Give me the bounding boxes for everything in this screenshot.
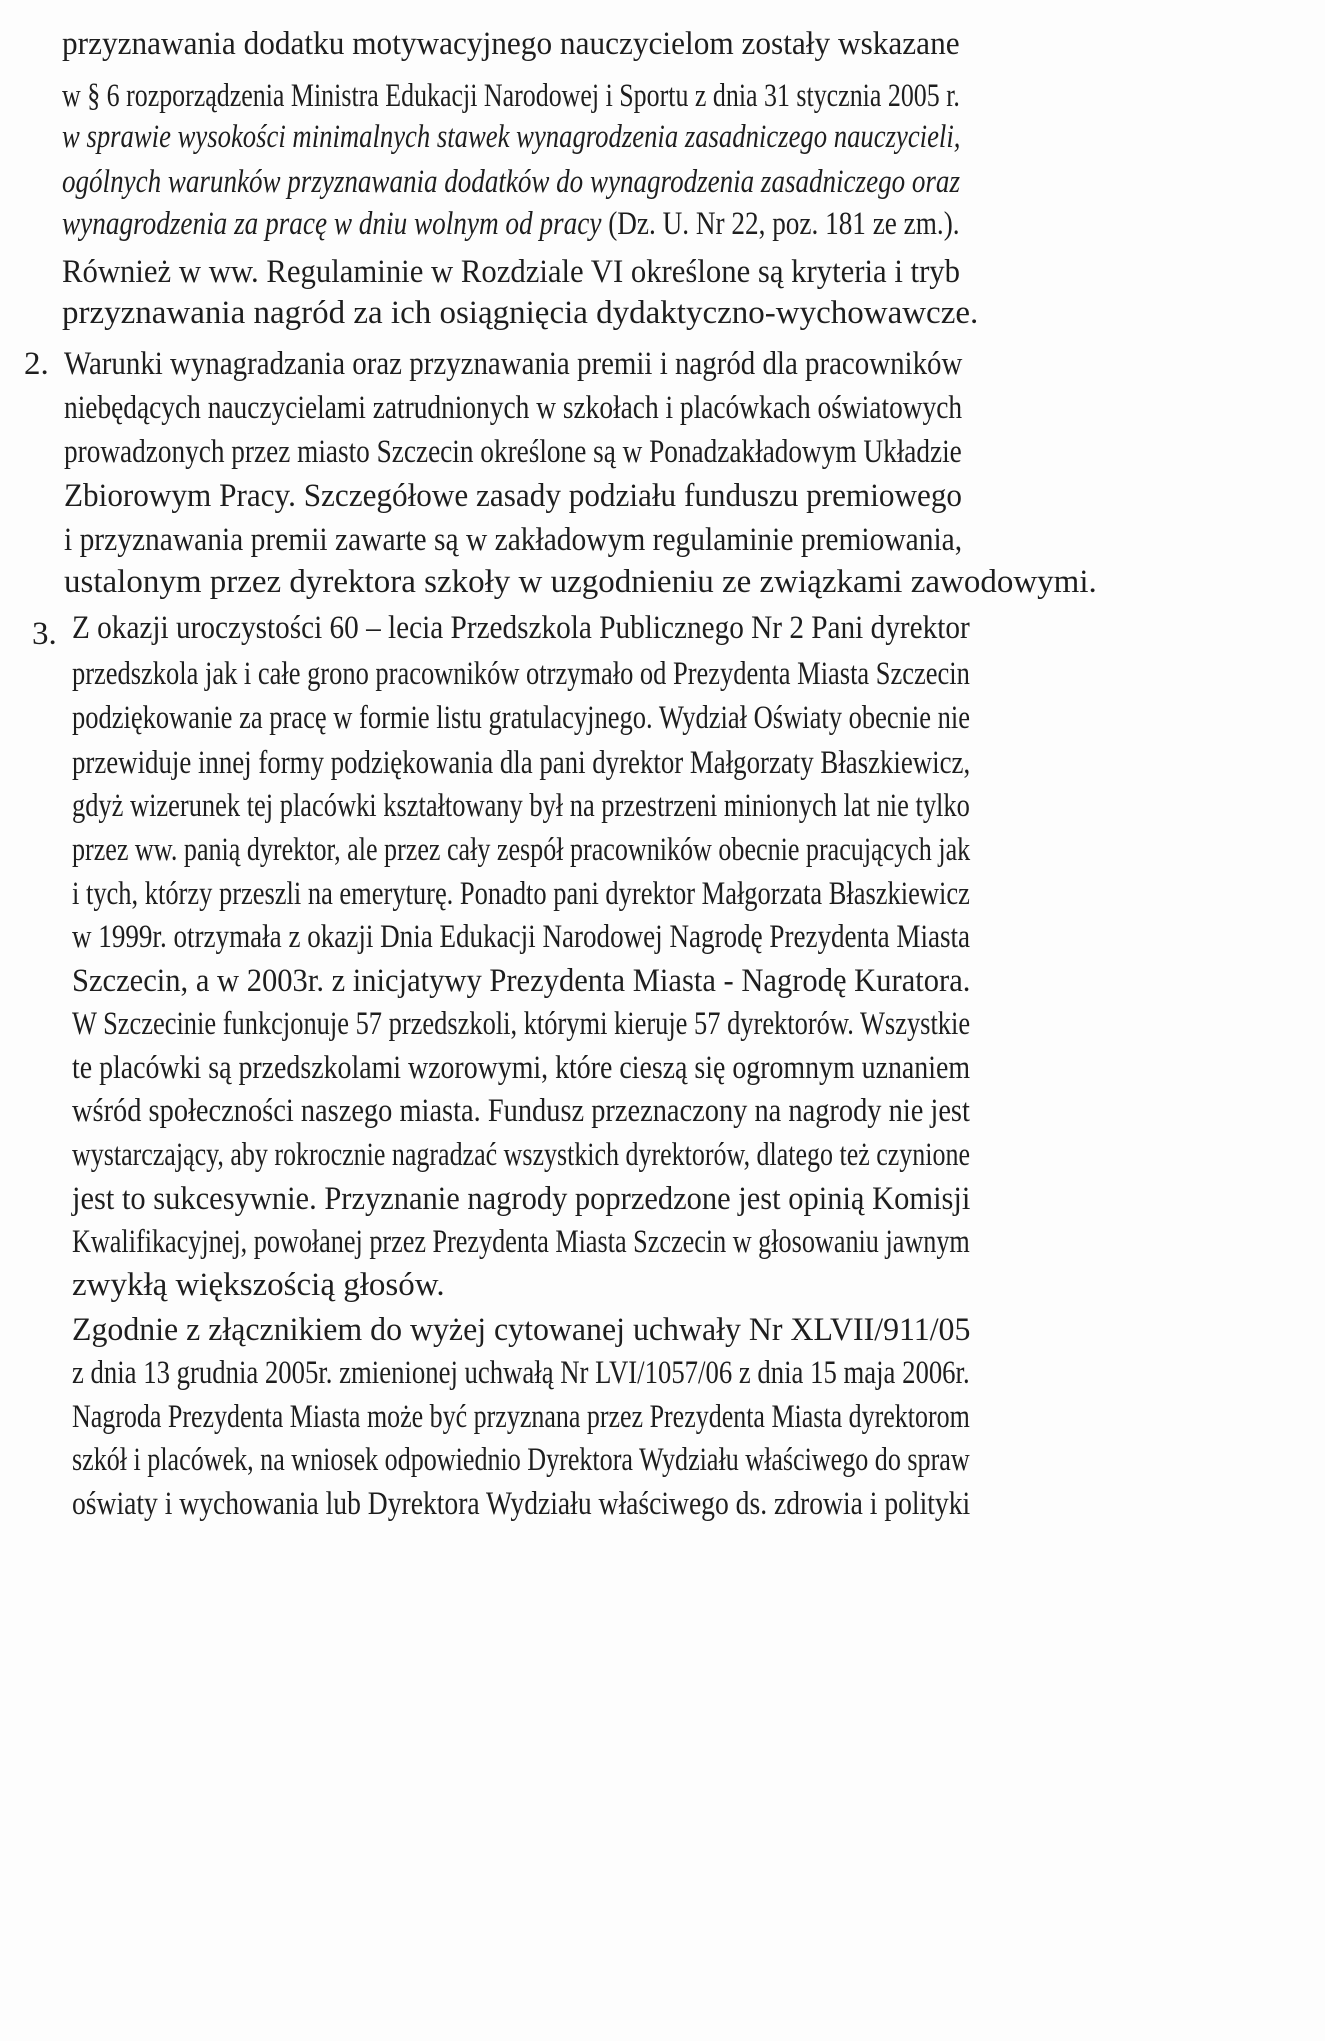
text-span: W Szczecinie funkcjonuje 57 przedszkoli, którymi kieruje 57 dyrektorów. Wszystkie xyxy=(72,1006,971,1042)
text-line xyxy=(72,1135,970,1175)
text-span: jest to sukcesywnie. Przyznanie nagrody poprzedzone jest opinią Komisji xyxy=(72,1181,971,1217)
text-line xyxy=(64,520,963,560)
text-span: niebędących nauczycielami zatrudnionych w szkołach i placówkach oświatowych xyxy=(64,390,963,426)
text-line xyxy=(64,562,1097,602)
text-line xyxy=(64,432,962,472)
text-span: w § 6 rozporządzenia Ministra Edukacji Narodowej i Sportu z dnia 31 stycznia 2005 r. xyxy=(62,78,960,114)
text-line xyxy=(62,76,960,116)
text-span: ogólnych warunków przyznawania dodatków do wynagrodzenia zasadniczego oraz xyxy=(62,164,960,200)
text-span: Kwalifikacyjnej, powołanej przez Prezydenta Miasta Szczecin w głosowaniu jawnym xyxy=(72,1224,970,1260)
text-line xyxy=(62,24,960,64)
text-line xyxy=(64,388,963,428)
text-span: przez ww. panią dyrektor, ale przez cały zespół pracowników obecnie pracujących jak xyxy=(72,832,971,868)
text-span: Zgodnie z złącznikiem do wyżej cytowanej uchwały Nr XLVII/911/05 xyxy=(72,1312,971,1348)
text-line xyxy=(72,698,971,738)
text-span: wśród społeczności naszego miasta. Fundusz przeznaczony na nagrody nie jest xyxy=(72,1093,970,1129)
text-span: przyznawania dodatku motywacyjnego nauczycielom zostały wskazane xyxy=(62,26,960,62)
text-line xyxy=(72,654,970,694)
text-line xyxy=(72,917,971,957)
text-span: wystarczający, aby rokrocznie nagradzać wszystkich dyrektorów, dlatego też czynione xyxy=(72,1137,970,1173)
text-line xyxy=(72,1397,970,1437)
text-line xyxy=(72,1484,971,1524)
text-line xyxy=(62,252,961,292)
text-span: Nagroda Prezydenta Miasta może być przyznana przez Prezydenta Miasta dyrektorom xyxy=(72,1399,970,1435)
text-span: przyznawania nagród za ich osiągnięcia dydaktyczno-wychowawcze. xyxy=(62,295,979,331)
text-line xyxy=(72,1353,970,1393)
text-line xyxy=(72,786,970,826)
text-span: zwykłą większością głosów. xyxy=(72,1267,445,1303)
text-span: oświaty i wychowania lub Dyrektora Wydziału właściwego ds. zdrowia i polityki xyxy=(72,1486,971,1522)
text-line xyxy=(72,830,971,870)
text-span: gdyż wizerunek tej placówki kształtowany był na przestrzeni minionych lat nie tylko xyxy=(72,788,970,824)
text-span: podziękowanie za pracę w formie listu gratulacyjnego. Wydział Oświaty obecnie nie xyxy=(72,700,971,736)
text-line xyxy=(72,1222,970,1262)
text-span: w sprawie wysokości minimalnych stawek wynagrodzenia zasadniczego nauczycieli, xyxy=(62,119,961,155)
text-line xyxy=(72,1310,971,1350)
text-span: Z okazji uroczystości 60 – lecia Przedszkola Publicznego Nr 2 Pani dyrektor xyxy=(72,610,970,646)
text-span: w 1999r. otrzymała z okazji Dnia Edukacji Narodowej Nagrodę Prezydenta Miasta xyxy=(72,919,971,955)
list-number: 2. xyxy=(24,346,49,382)
text-span: przedszkola jak i całe grono pracowników otrzymało od Prezydenta Miasta Szczecin xyxy=(72,656,970,692)
text-span: Szczecin, a w 2003r. z inicjatywy Prezydenta Miasta - Nagrodę Kuratora. xyxy=(72,963,971,999)
text-span: Również w ww. Regulaminie w Rozdziale VI określone są kryteria i tryb xyxy=(62,254,961,290)
text-line xyxy=(72,1265,445,1305)
text-span: prowadzonych przez miasto Szczecin określone są w Ponadzakładowym Układzie xyxy=(64,434,962,470)
text-span: ustalonym przez dyrektora szkoły w uzgodnieniu ze związkami zawodowymi. xyxy=(64,564,1097,600)
text-span: Warunki wynagradzania oraz przyznawania premii i nagród dla pracowników xyxy=(64,346,963,382)
list-number: 3. xyxy=(32,616,57,652)
text-line xyxy=(72,1091,970,1131)
text-span: i tych, którzy przeszli na emeryturę. Ponadto pani dyrektor Małgorzata Błaszkiewicz xyxy=(72,876,970,912)
text-line xyxy=(72,874,970,914)
text-line xyxy=(72,1440,970,1480)
text-line xyxy=(62,204,960,244)
text-line xyxy=(62,117,961,157)
text-line xyxy=(72,743,971,783)
text-span: przewiduje innej formy podziękowania dla pani dyrektor Małgorzaty Błaszkiewicz, xyxy=(72,745,971,781)
text-line xyxy=(72,1179,971,1219)
text-span: Zbiorowym Pracy. Szczegółowe zasady podziału funduszu premiowego xyxy=(64,478,963,514)
text-line xyxy=(72,961,971,1001)
text-line xyxy=(64,344,963,384)
text-span-italic: wynagrodzenia za pracę w dniu wolnym od pracy xyxy=(62,206,602,242)
text-span: (Dz. U. Nr 22, poz. 181 ze zm.). xyxy=(601,206,960,242)
text-line xyxy=(62,293,978,333)
text-line xyxy=(72,608,970,648)
text-span: z dnia 13 grudnia 2005r. zmienionej uchwałą Nr LVI/1057/06 z dnia 15 maja 2006r. xyxy=(72,1355,970,1391)
text-line xyxy=(72,1048,971,1088)
text-span: szkół i placówek, na wniosek odpowiednio Dyrektora Wydziału właściwego do spraw xyxy=(72,1442,970,1478)
text-line xyxy=(72,1004,971,1044)
text-line xyxy=(62,162,960,202)
text-span: i przyznawania premii zawarte są w zakładowym regulaminie premiowania, xyxy=(64,522,963,558)
text-line xyxy=(64,476,963,516)
text-span: te placówki są przedszkolami wzorowymi, które cieszą się ogromnym uznaniem xyxy=(72,1050,971,1086)
